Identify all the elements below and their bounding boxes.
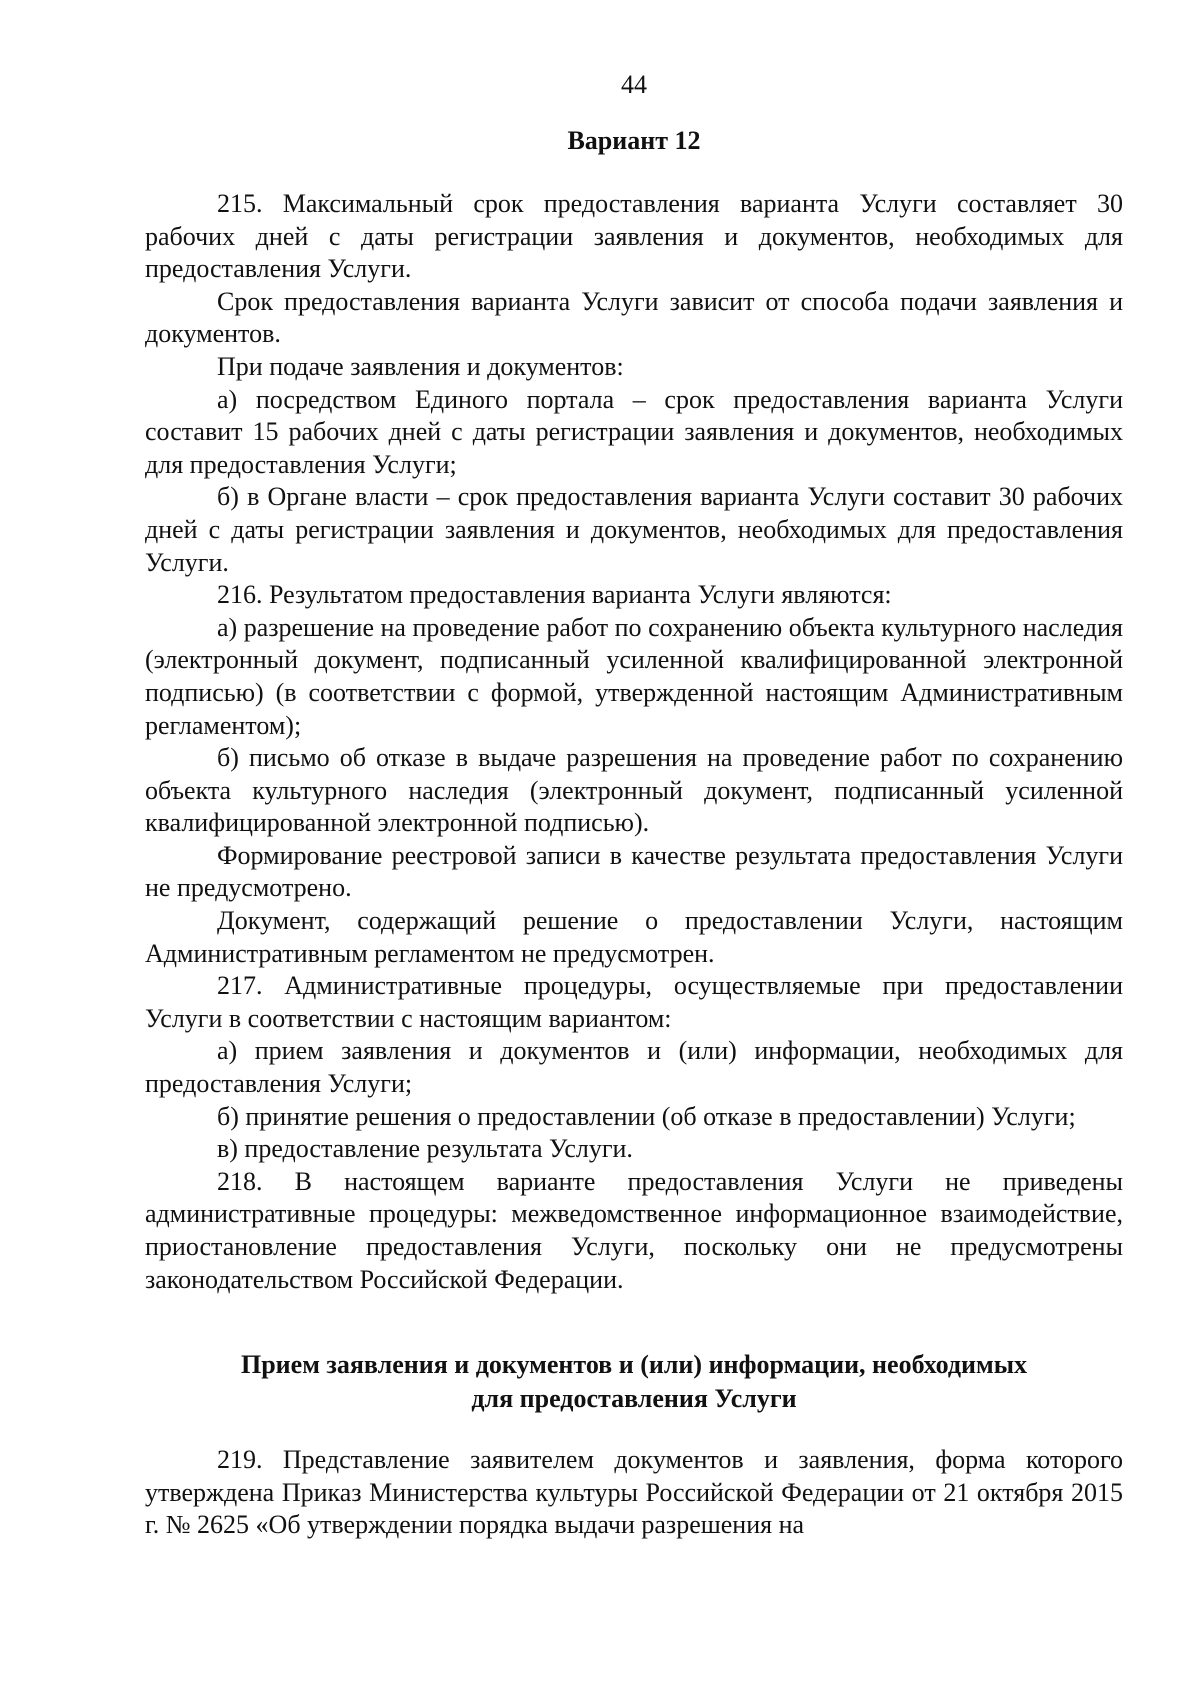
list-item-permit: а) разрешение на проведение работ по сохранению объекта культурного наследия (электронный документ, подписанный усиленной квалифицированной электронной подписью) (в соответствии с формой, утвержденной настоящим Административным регламентом); xyxy=(145,612,1123,740)
list-item-authority: б) в Органе власти – срок предоставления варианта Услуги составит 30 рабочих дней с даты регистрации заявления и документов, необходимых для предоставления Услуги. xyxy=(145,482,1123,577)
list-item-decision: б) принятие решения о предоставлении (об отказе в предоставлении) Услуги; xyxy=(217,1101,1076,1131)
section-heading-line-2: для предоставления Услуги xyxy=(471,1384,797,1414)
paragraph-term-method: Срок предоставления варианта Услуги зависит от способа подачи заявления и документов. xyxy=(145,286,1123,349)
section-heading-line-1: Прием заявления и документов и (или) информации, необходимых xyxy=(240,1350,1027,1380)
page-number: 44 xyxy=(621,70,647,99)
section-body xyxy=(145,1444,1123,1542)
list-item-result: в) предоставление результата Услуги. xyxy=(217,1134,633,1164)
paragraph-219: 219. Представление заявителем документов и заявления, форма которого утверждена Приказ Министерства культуры Российской Федерации от 21 октября 2015 г. № 2625 «Об утверждении порядка выдачи разрешения на xyxy=(145,1445,1123,1540)
paragraph-215: 215. Максимальный срок предоставления варианта Услуги составляет 30 рабочих дней с даты регистрации заявления и документов, необходимых для предоставления Услуги. xyxy=(145,189,1123,284)
section-heading xyxy=(145,1348,1123,1416)
variant-body xyxy=(145,188,1123,1296)
paragraph-registry-record: Формирование реестровой записи в качестве результата предоставления Услуги не предусмотрено. xyxy=(145,840,1123,903)
document-page xyxy=(145,68,1123,1542)
variant-title: Вариант 12 xyxy=(567,126,701,155)
paragraph-submission-intro: При подаче заявления и документов: xyxy=(217,351,624,381)
paragraph-218: 218. В настоящем варианте предоставления Услуги не приведены административные процедуры: межведомственное информационное взаимодействие, приостановление предоставления Услуги, поскольку они не предусмотрены законодательством Российской Федерации. xyxy=(145,1166,1123,1294)
list-item-refusal-letter: б) письмо об отказе в выдаче разрешения на проведение работ по сохранению объекта культурного наследия (электронный документ, подписанный усиленной квалифицированной электронной подписью). xyxy=(145,743,1123,838)
paragraph-217: 217. Административные процедуры, осуществляемые при предоставлении Услуги в соответствии с настоящим вариантом: xyxy=(145,971,1123,1033)
paragraph-decision-document: Документ, содержащий решение о предоставлении Услуги, настоящим Административным регламентом не предусмотрен. xyxy=(145,906,1123,968)
list-item-portal: а) посредством Единого портала – срок предоставления варианта Услуги составит 15 рабочих дней с даты регистрации заявления и документов, необходимых для предоставления Услуги; xyxy=(145,384,1123,479)
list-item-reception: а) прием заявления и документов и (или) информации, необходимых для предоставления Услуги; xyxy=(145,1036,1123,1099)
paragraph-216: 216. Результатом предоставления варианта Услуги являются: xyxy=(217,580,892,610)
